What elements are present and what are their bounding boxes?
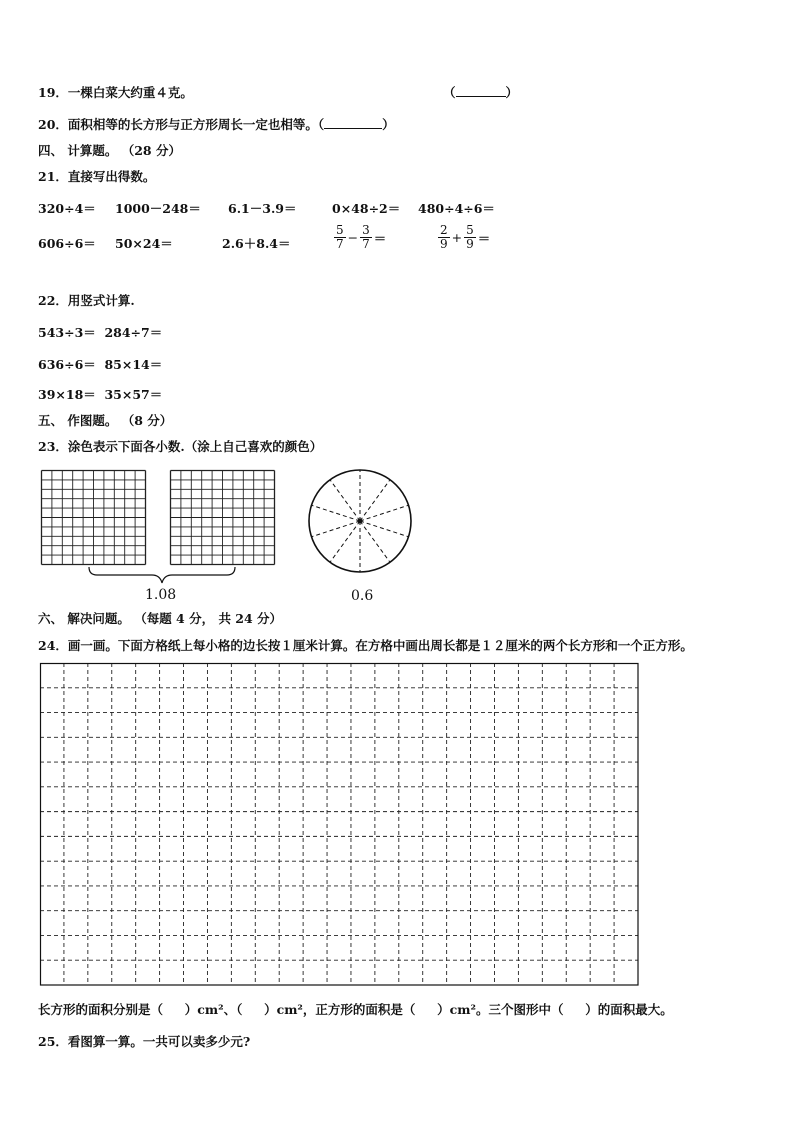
fraction-expression-1: $\frac{5}{7}$ − $\frac{3}{7}$ ＝ <box>336 223 387 252</box>
question-number: 25． <box>38 1034 68 1049</box>
answer-blank-19[interactable]: （ ） <box>443 85 519 100</box>
sector-divider <box>311 505 360 521</box>
question-25 <box>38 1032 250 1050</box>
question-number: 21． <box>38 169 68 184</box>
decimal-label-0.6: 0.6 <box>351 588 374 604</box>
decimal-label-1.08: 1.08 <box>145 587 177 603</box>
grid-border <box>41 664 639 986</box>
sector-divider <box>360 521 390 562</box>
sector-divider <box>360 480 390 521</box>
question-text: 面积相等的长方形与正方形周长一定也相等。（ <box>67 117 325 132</box>
sector-divider <box>360 521 409 537</box>
vertical-calc-line: 636÷6＝ 85×14＝ <box>38 357 163 372</box>
answer-blank-20[interactable] <box>324 128 382 129</box>
question-text: 涂色表示下面各小数.（涂上自己喜欢的颜色） <box>67 439 323 454</box>
circle-center <box>358 519 363 524</box>
square-grid-paper[interactable] <box>40 663 639 986</box>
calc-item: 50×24＝ <box>115 236 173 251</box>
question-21 <box>38 167 155 185</box>
calc-item: 2.6＋8.4＝ <box>222 236 291 251</box>
question-number: 20． <box>38 117 68 132</box>
question-number: 23． <box>38 439 68 454</box>
section-6-title: 六、 解决问题。 （每题 4 分， 共 24 分） <box>38 611 283 626</box>
calc-item: 6.1－3.9＝ <box>228 201 297 216</box>
calc-item: 0×48÷2＝ <box>332 201 401 216</box>
vertical-calc-line: 39×18＝ 35×57＝ <box>38 387 163 402</box>
fraction: $\frac{5}{7}$ <box>336 223 344 252</box>
question-text: 用竖式计算. <box>67 293 135 308</box>
question-22 <box>38 291 135 309</box>
hundred-grid-2[interactable] <box>170 470 275 565</box>
fraction: $\frac{5}{9}$ <box>466 223 474 252</box>
question-text: 看图算一算。一共可以卖多少元? <box>67 1034 251 1049</box>
question-24 <box>38 636 693 654</box>
sector-divider <box>330 480 360 521</box>
question-19 <box>38 83 193 101</box>
question-20: 20．面积相等的长方形与正方形周长一定也相等。（ ） <box>38 117 395 132</box>
sector-divider <box>360 505 409 521</box>
section-5-title: 五、 作图题。 （8 分） <box>38 413 173 428</box>
fraction: $\frac{2}{9}$ <box>440 223 448 252</box>
question-24-answer: 长方形的面积分别是（ ）cm²、（ ）cm²，正方形的面积是（ ）cm²。三个图形中（ ）的面积最大。 <box>38 1002 673 1017</box>
question-text: 一棵白菜大约重４克。 <box>67 85 193 100</box>
hundred-grid-1[interactable] <box>41 470 146 565</box>
calc-item: 320÷4＝ <box>38 201 96 216</box>
fraction: $\frac{3}{7}$ <box>362 223 370 252</box>
calc-item: 1000－248＝ <box>115 201 201 216</box>
divided-circle[interactable] <box>306 468 414 574</box>
section-4-title: 四、 计算题。 （28 分） <box>38 143 181 158</box>
fraction-expression-2: $\frac{2}{9}$ + $\frac{5}{9}$ ＝ <box>440 223 491 252</box>
question-number: 19． <box>38 85 68 100</box>
question-number: 22． <box>38 293 68 308</box>
calc-item: 606÷6＝ <box>38 236 96 251</box>
calc-item: 480÷4÷6＝ <box>418 201 495 216</box>
question-text: 直接写出得数。 <box>67 169 156 184</box>
sector-divider <box>330 521 360 562</box>
sector-divider <box>311 521 360 537</box>
question-text: 画一画。下面方格纸上每小格的边长按１厘米计算。在方格中画出周长都是１２厘米的两个长方形和一个正方形。 <box>67 638 693 653</box>
vertical-calc-line: 543÷3＝ 284÷7＝ <box>38 325 163 340</box>
brace <box>88 566 236 586</box>
question-number: 24． <box>38 638 68 653</box>
question-23 <box>38 437 322 455</box>
